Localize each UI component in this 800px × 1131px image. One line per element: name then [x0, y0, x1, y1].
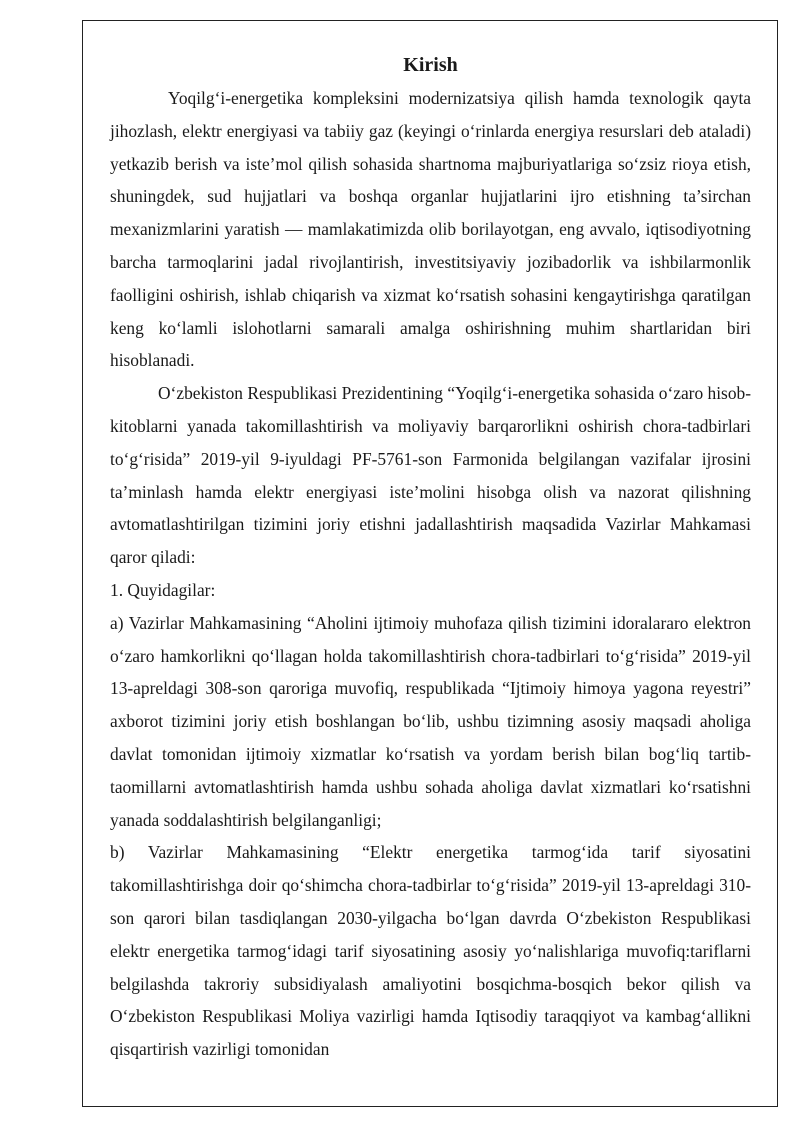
paragraph-intro: Yoqilg‘i-energetika kompleksini modernizatsiya qilish hamda texnologik qayta jihozlash, elektr energiyasi va tabiiy gaz (keyingi o‘rinlarda energiya resurslari deb ataladi) yetkazib berish va iste’mol qilish sohasida shartnoma majburiyatlariga so‘zsiz rioya etish, shuningdek, sud hujjatlari va boshqa organlar hujjatlarini ijro etishning ta’sirchan mexanizmlarini yaratish — mamlakatimizda olib borilayotgan, eng avvalo, iqtisodiyotning barcha tarmoqlarini jadal rivojlantirish, investitsiyaviy jozibadorlik va ishbilarmonlik faolligini oshirish, ishlab chiqarish va xizmat ko‘rsatish sohasini kengaytirishga qaratilgan keng ko‘lamli islohotlarni samarali amalga oshirishning muhim shartlaridan biri hisoblanadi.	[110, 88, 751, 371]
document-body	[110, 52, 751, 1066]
paragraph-item-1: 1. Quyidagilar:	[110, 579, 216, 600]
paragraph-item-a: a) Vazirlar Mahkamasining “Aholini ijtimoiy muhofaza qilish tizimini idoralararo elektron o‘zaro hamkorlikni qo‘llagan holda takomillashtirish chora-tadbirlari to‘g‘risida” 2019-yil 13-apreldagi 308-son qaroriga muvofiq, respublikada “Ijtimoiy himoya yagona reyestri” axborot tizimini joriy etish boshlangan bo‘lib, ushbu tizimning asosiy maqsadi aholiga davlat tomonidan ijtimoiy xizmatlar ko‘rsatish va yordam berish bilan bog‘liq tartib-taomillarni avtomatlashtirish hamda ushbu sohada aholiga davlat xizmatlari ko‘rsatishni yanada soddalashtirish belgilanganligi;	[110, 612, 751, 830]
paragraph-item-b: b) Vazirlar Mahkamasining “Elektr energetika tarmog‘ida tarif siyosatini takomillashtirishga doir qo‘shimcha chora-tadbirlar to‘g‘risida” 2019-yil 13-apreldagi 310-son qarori bilan tasdiqlangan 2030-yilgacha bo‘lgan davrda O‘zbekiston Respublikasi elektr energetika tarmog‘idagi tarif siyosatining asosiy yo‘nalishlariga muvofiq:tariflarni belgilashda takroriy subsidiyalash amaliyotini bosqichma-bosqich bekor qilish va O‘zbekiston Respublikasi Moliya vazirligi hamda Iqtisodiy taraqqiyot va kambag‘allikni qisqartirish vazirligi tomonidan	[110, 842, 751, 1060]
paragraph-decree: O‘zbekiston Respublikasi Prezidentining “Yoqilg‘i-energetika sohasida o‘zaro hisob-kitoblarni yanada takomillashtirish va moliyaviy barqarorlikni oshirish chora-tadbirlari to‘g‘risida” 2019-yil 9-iyuldagi PF-5761-son Farmonida belgilangan vazifalar ijrosini ta’minlash hamda elektr energiyasi iste’molini hisobga olish va nazorat qilishning avtomatlashtirilgan tizimini joriy etishni jadallashtirish maqsadida Vazirlar Mahkamasi qaror qiladi:	[110, 383, 751, 568]
document-title: Kirish	[403, 54, 458, 76]
